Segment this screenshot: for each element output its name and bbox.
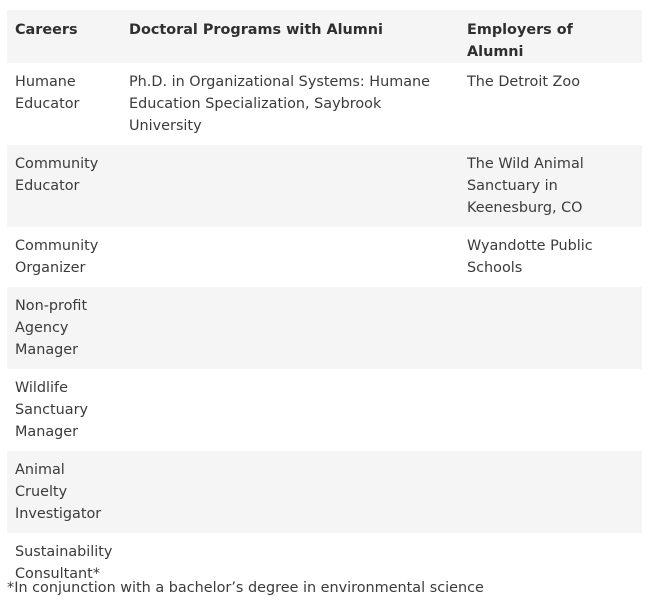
careers-table-container <box>7 10 642 593</box>
employer-cell: The Wild Animal Sanctuary in Keenesburg, CO <box>459 145 642 227</box>
career-cell: Animal Cruelty Investigator <box>7 451 121 533</box>
table-row <box>7 145 642 227</box>
program-cell <box>121 145 459 227</box>
career-cell: Non-profit Agency Manager <box>7 287 121 369</box>
footnote: *In conjunction with a bachelor’s degree in environmental science <box>7 580 484 596</box>
careers-table <box>7 10 642 593</box>
career-cell: Humane Educator <box>15 74 80 112</box>
program-cell: Ph.D. in Organizational Systems: Humane Education Specialization, Saybrook University <box>129 74 431 134</box>
career-cell: Community Organizer <box>15 238 99 276</box>
header-doctoral-programs: Doctoral Programs with Alumni <box>121 10 459 63</box>
table-row <box>7 369 642 451</box>
employer-cell <box>459 287 642 369</box>
table-row <box>7 287 642 369</box>
employer-cell <box>459 369 642 451</box>
career-cell: Sustainability Consultant* <box>15 544 113 582</box>
program-cell <box>121 451 459 533</box>
employer-cell: The Detroit Zoo <box>467 74 581 90</box>
employer-cell <box>459 451 642 533</box>
table-header <box>7 10 642 63</box>
program-cell <box>121 227 459 287</box>
header-employers: Employers of Alumni <box>459 10 642 63</box>
employer-cell <box>459 533 642 593</box>
program-cell <box>121 369 459 451</box>
employer-cell: Wyandotte Public Schools <box>467 238 593 276</box>
program-cell <box>121 287 459 369</box>
table-body <box>7 63 642 593</box>
career-cell: Community Educator <box>7 145 121 227</box>
table-row <box>7 63 642 145</box>
header-careers: Careers <box>7 10 121 63</box>
table-row <box>7 227 642 287</box>
table-row <box>7 451 642 533</box>
header-row <box>7 10 642 63</box>
career-cell: Wildlife Sanctuary Manager <box>15 380 89 440</box>
